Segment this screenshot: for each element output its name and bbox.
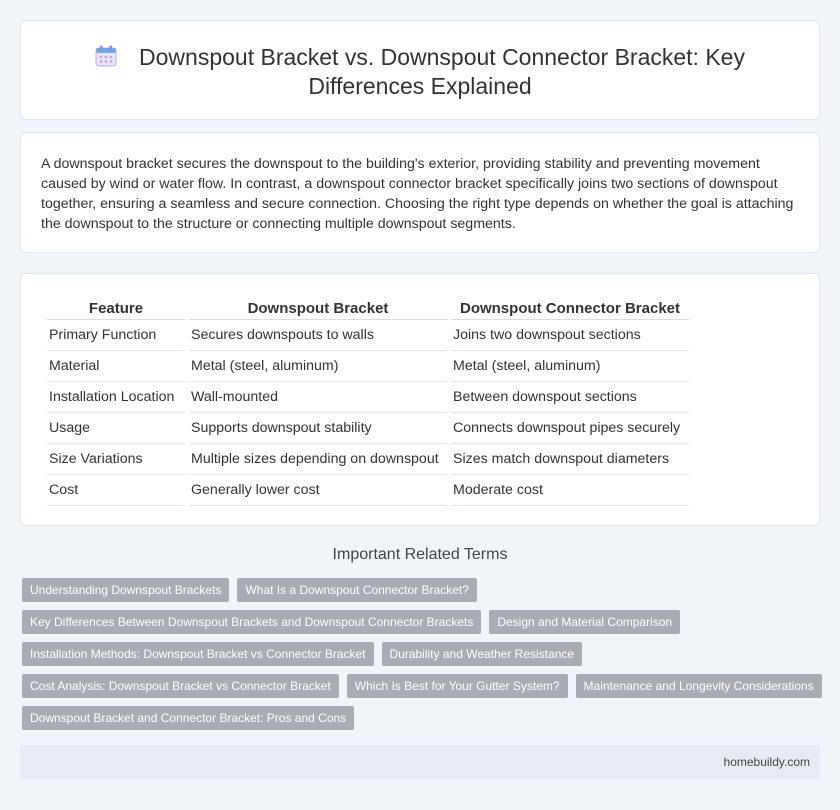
related-term-link[interactable]: Durability and Weather Resistance [382,642,583,666]
page-title [21,43,819,101]
table-cell: Secures downspouts to walls [189,320,447,351]
related-terms-heading: Important Related Terms [332,546,508,563]
table-cell: Installation Location [47,382,185,413]
intro-paragraph: A downspout bracket secures the downspout to the building's exterior, providing stability and preventing movement caused by wind or water flow. In contrast, a downspout connector bracket specifically joins two sections of downspout together, ensuring a seamless and secure connection. Choosing the right type depends on whether the goal is attaching the downspout to the structure or connecting multiple downspout segments. [41,156,794,232]
intro-card [20,132,820,253]
page-title-text: Downspout Bracket vs. Downspout Connector Bracket: Key Differences Explained [139,44,745,99]
related-term-link[interactable]: Design and Material Comparison [489,610,680,634]
table-cell: Wall-mounted [189,382,447,413]
related-term-link[interactable]: Which Is Best for Your Gutter System? [347,674,568,698]
related-term-link[interactable]: What Is a Downspout Connector Bracket? [237,578,476,602]
comparison-table [43,298,693,506]
table-row [47,351,689,382]
title-card [20,20,820,120]
table-cell: Metal (steel, aluminum) [189,351,447,382]
table-row [47,382,689,413]
table-cell: Moderate cost [451,475,689,506]
column-header: Feature [47,298,185,320]
footer [20,745,820,779]
table-cell: Multiple sizes depending on downspout [189,444,447,475]
calendar-icon [95,45,117,67]
table-header-row [47,298,689,320]
column-header: Downspout Bracket [189,298,447,320]
related-term-link[interactable]: Key Differences Between Downspout Brackets and Downspout Connector Brackets [22,610,481,634]
table-cell: Supports downspout stability [189,413,447,444]
table-cell: Sizes match downspout diameters [451,444,689,475]
related-terms-list [22,578,822,730]
related-term-link[interactable]: Cost Analysis: Downspout Bracket vs Connector Bracket [22,674,339,698]
table-cell: Generally lower cost [189,475,447,506]
table-row [47,475,689,506]
column-header: Downspout Connector Bracket [451,298,689,320]
related-term-link[interactable]: Downspout Bracket and Connector Bracket: Pros and Cons [22,706,354,730]
table-row [47,413,689,444]
table-cell: Cost [47,475,185,506]
comparison-card [20,273,820,526]
related-term-link[interactable]: Understanding Downspout Brackets [22,578,229,602]
table-cell: Between downspout sections [451,382,689,413]
table-row [47,444,689,475]
table-cell: Size Variations [47,444,185,475]
table-cell: Material [47,351,185,382]
table-row [47,320,689,351]
table-cell: Primary Function [47,320,185,351]
table-cell: Joins two downspout sections [451,320,689,351]
related-term-link[interactable]: Installation Methods: Downspout Bracket vs Connector Bracket [22,642,374,666]
table-cell: Metal (steel, aluminum) [451,351,689,382]
table-cell: Connects downspout pipes securely [451,413,689,444]
related-term-link[interactable]: Maintenance and Longevity Considerations [576,674,822,698]
table-cell: Usage [47,413,185,444]
footer-site-name: homebuildy.com [723,755,810,769]
